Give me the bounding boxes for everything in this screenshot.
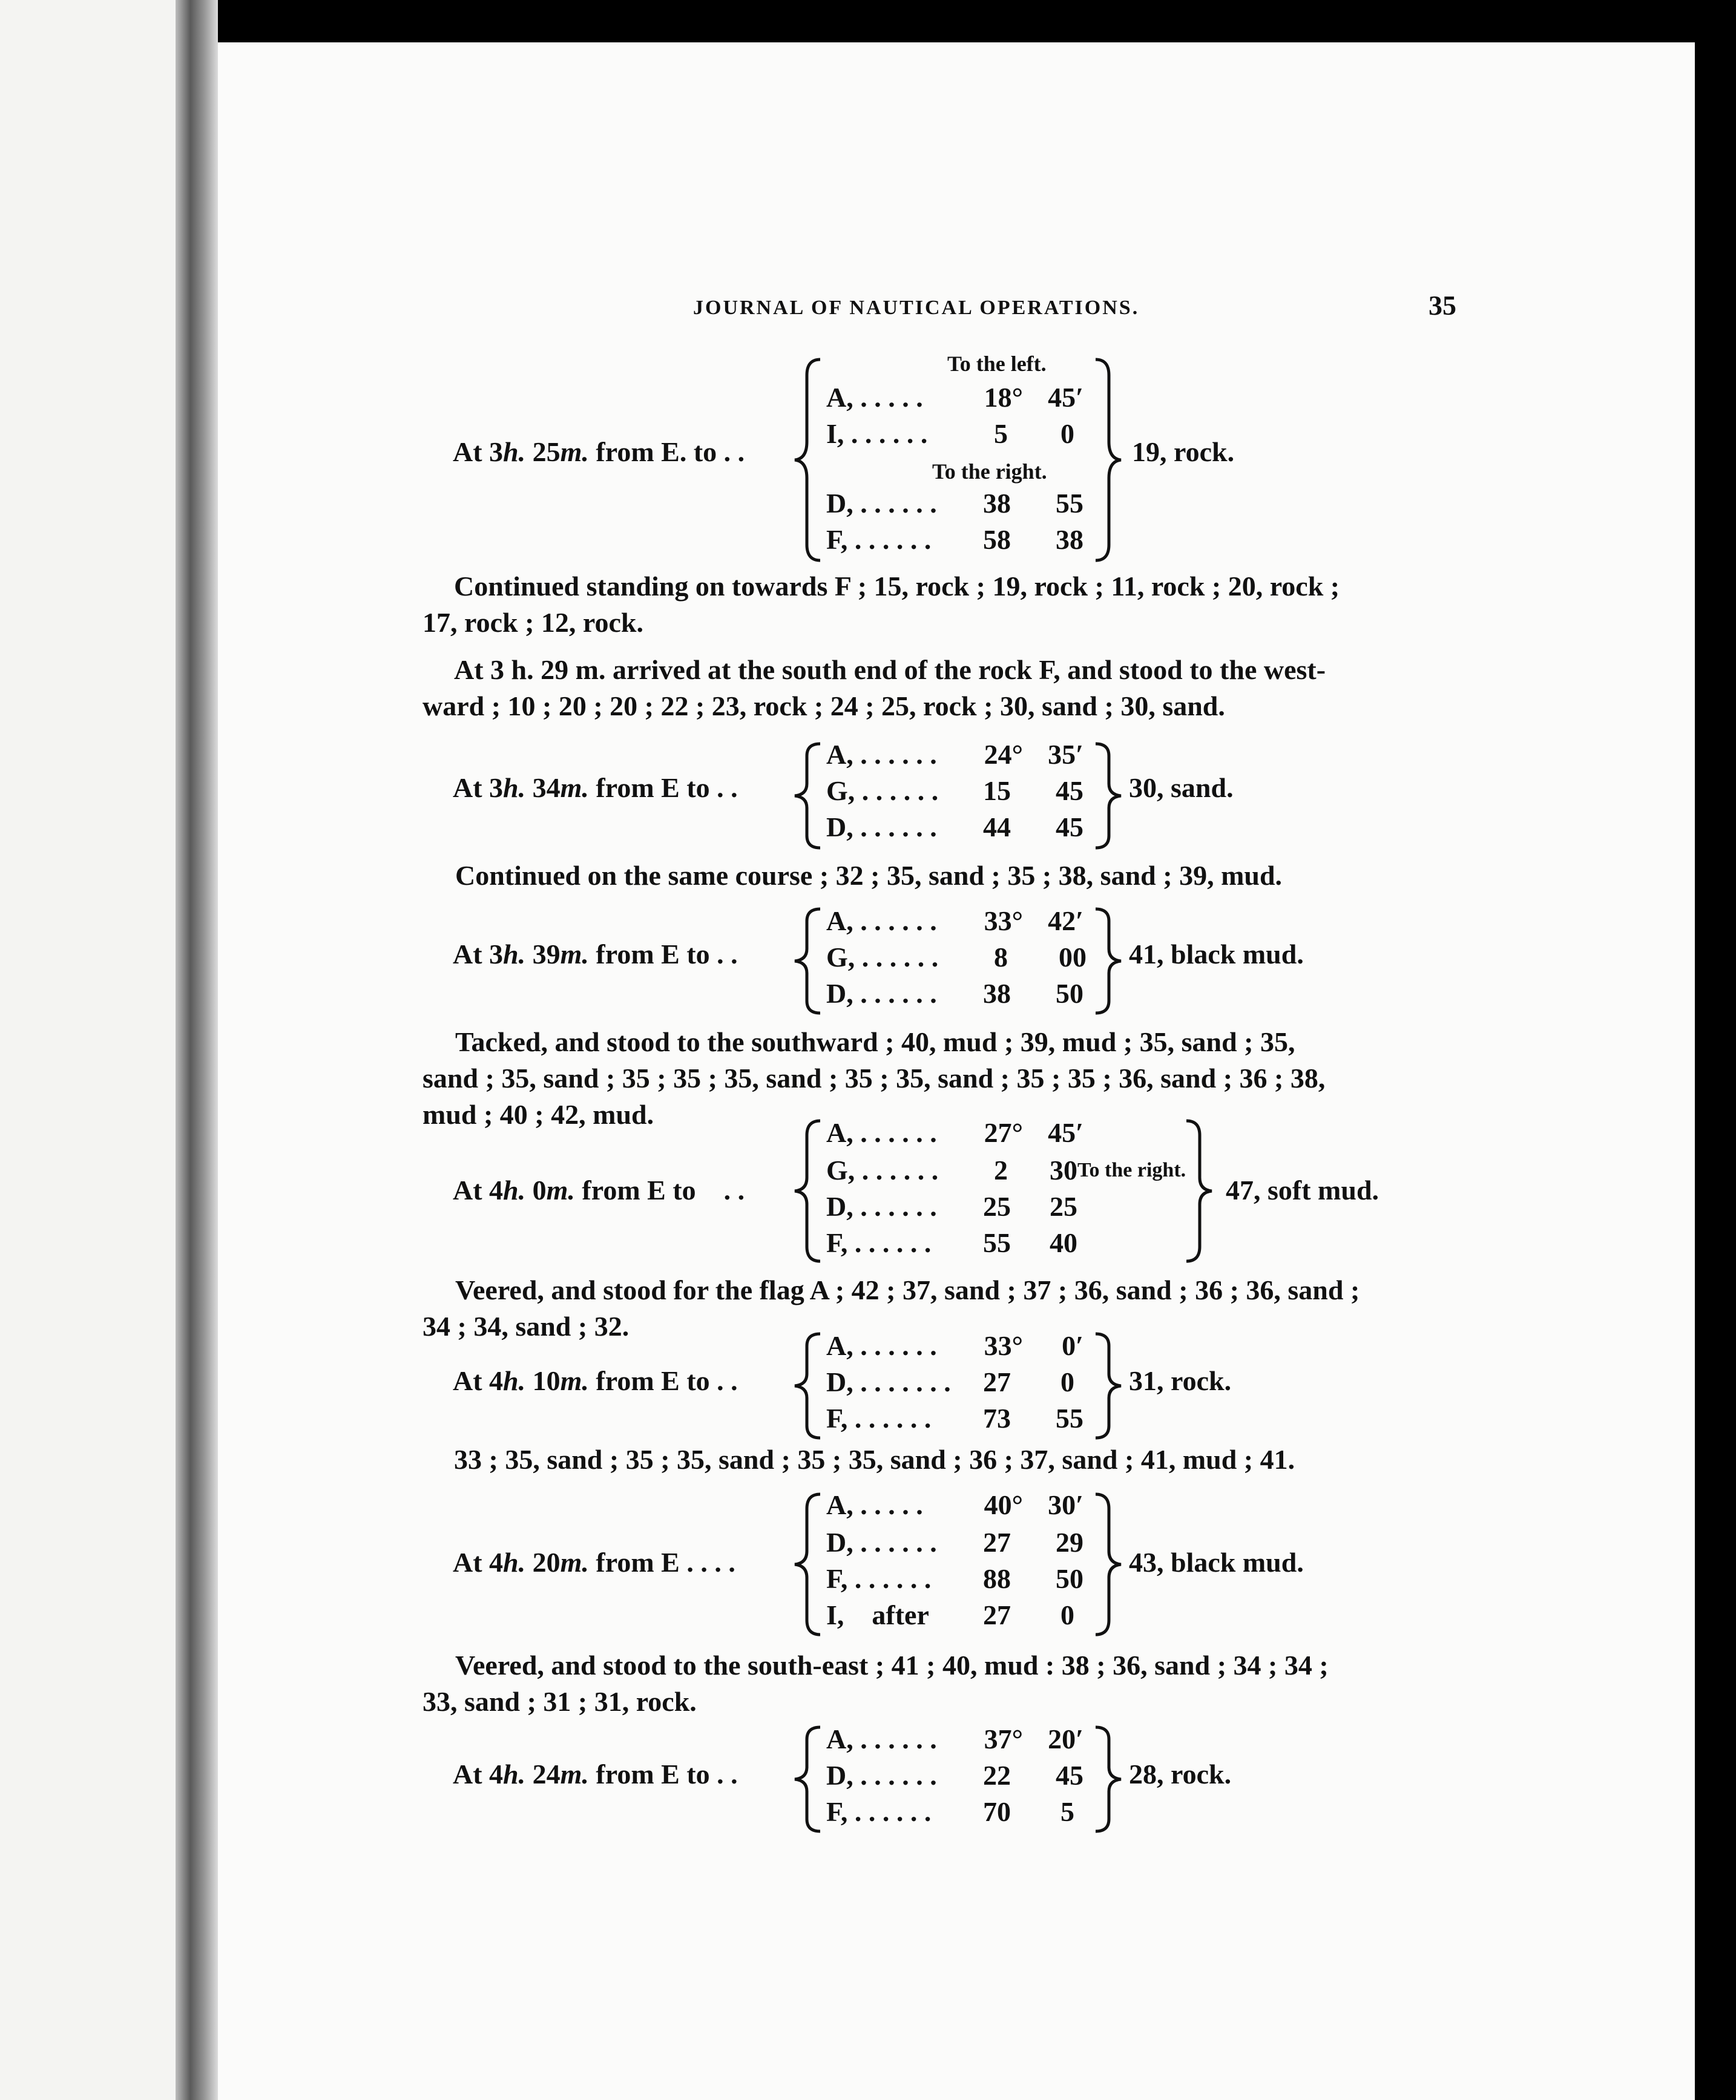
row-label: A, . . . . . .: [826, 1724, 937, 1754]
row-degrees: 27: [983, 1600, 1011, 1630]
note-to-the-left: To the left.: [947, 352, 1047, 376]
row-label: A, . . . . . .: [826, 739, 937, 770]
row-minutes: 45′: [1048, 382, 1083, 413]
row-label: D, . . . . . . .: [826, 1367, 951, 1397]
row-minutes: 40: [1050, 1227, 1077, 1258]
row-degrees: 24°: [984, 739, 1023, 770]
paragraph-line: Continued standing on towards F ; 15, rock ; 19, rock ; 11, rock ; 20, rock ;: [454, 571, 1340, 602]
row-minutes: 20′: [1048, 1724, 1083, 1754]
row-label: D, . . . . . .: [826, 1760, 937, 1791]
result-b6: 43, black mud.: [1129, 1547, 1304, 1578]
paragraph-line: Veered, and stood for the flag A ; 42 ; 37, sand ; 37 ; 36, sand ; 36 ; 36, sand ;: [455, 1275, 1360, 1305]
book-gutter: [176, 0, 218, 2100]
row-minutes: 45′: [1048, 1117, 1083, 1148]
row-degrees: 58: [983, 524, 1011, 555]
paragraph-line: Veered, and stood to the south-east ; 41 ; 40, mud : 38 ; 36, sand ; 34 ; 34 ;: [455, 1650, 1329, 1681]
row-label: F, . . . . . .: [826, 524, 932, 555]
row-degrees: 38: [983, 488, 1011, 519]
row-label: A, . . . . .: [826, 1489, 923, 1520]
row-label: D, . . . . . .: [826, 1527, 937, 1558]
left-brace: [790, 741, 826, 850]
row-label: G, . . . . . .: [826, 942, 939, 973]
observation-b6-label: At 4h. 20m. from E . . . .: [453, 1547, 735, 1578]
paragraph-line: 33 ; 35, sand ; 35 ; 35, sand ; 35 ; 35, sand ; 36 ; 37, sand ; 41, mud ; 41.: [454, 1444, 1295, 1475]
right-brace: [1090, 357, 1126, 563]
row-label: I, . . . . . .: [826, 418, 928, 449]
observation-b1-label: At 3h. 25m. from E. to . .: [453, 436, 745, 467]
left-brace: [790, 907, 826, 1016]
paragraph-line: 34 ; 34, sand ; 32.: [422, 1311, 630, 1342]
result-b2: 30, sand.: [1129, 772, 1234, 803]
row-minutes: 25: [1050, 1191, 1077, 1222]
right-brace: [1090, 1725, 1126, 1834]
row-minutes: 29: [1056, 1527, 1083, 1558]
observation-b4-label: At 4h. 0m. from E to . .: [453, 1175, 745, 1206]
left-brace: [790, 1331, 826, 1440]
row-minutes: 30: [1050, 1155, 1077, 1186]
row-degrees: 44: [983, 812, 1011, 842]
paragraph-line: mud ; 40 ; 42, mud.: [422, 1099, 654, 1130]
row-label: G, . . . . . .: [826, 775, 939, 806]
paragraph-line: ward ; 10 ; 20 ; 20 ; 22 ; 23, rock ; 24 ; 25, rock ; 30, sand ; 30, sand.: [422, 691, 1225, 721]
row-degrees: 73: [983, 1403, 1011, 1434]
paragraph-line: 33, sand ; 31 ; 31, rock.: [422, 1686, 697, 1717]
row-minutes: 0′: [1062, 1330, 1083, 1361]
row-label: A, . . . . . .: [826, 905, 937, 936]
paragraph-line: sand ; 35, sand ; 35 ; 35 ; 35, sand ; 35 ; 35, sand ; 35 ; 35 ; 36, sand ; 36 ; 38,: [422, 1063, 1326, 1094]
row-minutes: 55: [1056, 1403, 1083, 1434]
row-label: I, after: [826, 1600, 929, 1630]
row-minutes: 0: [1060, 1367, 1074, 1397]
result-b5: 31, rock.: [1129, 1365, 1232, 1396]
row-minutes: 45: [1056, 812, 1083, 842]
observation-b2-label: At 3h. 34m. from E to . .: [453, 772, 738, 803]
row-label: D, . . . . . .: [826, 978, 937, 1009]
row-label: D, . . . . . .: [826, 488, 937, 519]
right-brace: [1090, 741, 1126, 850]
observation-b3-label: At 3h. 39m. from E to . .: [453, 939, 738, 970]
row-degrees: 5: [994, 418, 1008, 449]
row-minutes: 5: [1060, 1796, 1074, 1827]
result-b7: 28, rock.: [1129, 1759, 1232, 1790]
row-degrees: 27: [983, 1527, 1011, 1558]
row-degrees: 27: [983, 1367, 1011, 1397]
running-header: JOURNAL OF NAUTICAL OPERATIONS.: [693, 297, 1140, 319]
row-degrees: 25: [983, 1191, 1011, 1222]
paragraph-line: Tacked, and stood to the southward ; 40, mud ; 39, mud ; 35, sand ; 35,: [455, 1026, 1295, 1057]
left-brace: [790, 1725, 826, 1834]
row-degrees: 8: [994, 942, 1008, 973]
row-degrees: 15: [983, 775, 1011, 806]
note-to-the-right: To the right.: [932, 459, 1047, 484]
note-to-the-right: To the right.: [1077, 1159, 1186, 1181]
row-degrees: 18°: [984, 382, 1023, 413]
row-minutes: 0: [1060, 1600, 1074, 1630]
paragraph-line: Continued on the same course ; 32 ; 35, sand ; 35 ; 38, sand ; 39, mud.: [455, 860, 1283, 891]
right-brace: [1090, 1492, 1126, 1637]
row-minutes: 35′: [1048, 739, 1083, 770]
row-minutes: 30′: [1048, 1489, 1083, 1520]
row-minutes: 50: [1056, 978, 1083, 1009]
row-label: F, . . . . . .: [826, 1227, 932, 1258]
book-page: [218, 42, 1695, 2100]
row-minutes: 0: [1060, 418, 1074, 449]
observation-b5-label: At 4h. 10m. from E to . .: [453, 1365, 738, 1396]
row-label: A, . . . . .: [826, 382, 923, 413]
row-minutes: 45: [1056, 1760, 1083, 1791]
row-degrees: 70: [983, 1796, 1011, 1827]
row-degrees: 55: [983, 1227, 1011, 1258]
row-label: D, . . . . . .: [826, 1191, 937, 1222]
row-minutes: 45: [1056, 775, 1083, 806]
row-degrees: 37°: [984, 1724, 1023, 1754]
result-b1: 19, rock.: [1132, 436, 1235, 467]
row-degrees: 33°: [984, 1330, 1023, 1361]
facing-page-edge: [0, 0, 176, 2100]
row-degrees: 27°: [984, 1117, 1023, 1148]
result-b3: 41, black mud.: [1129, 939, 1304, 970]
row-minutes: 42′: [1048, 905, 1083, 936]
right-brace: [1090, 907, 1126, 1016]
row-degrees: 33°: [984, 905, 1023, 936]
row-minutes: 38: [1056, 524, 1083, 555]
result-b4: 47, soft mud.: [1226, 1175, 1379, 1206]
left-brace: [790, 1492, 826, 1637]
row-label: F, . . . . . .: [826, 1403, 932, 1434]
right-brace: [1180, 1118, 1217, 1264]
row-degrees: 40°: [984, 1489, 1023, 1520]
row-degrees: 38: [983, 978, 1011, 1009]
paragraph-line: 17, rock ; 12, rock.: [422, 607, 643, 638]
right-brace: [1090, 1331, 1126, 1440]
row-minutes: 55: [1056, 488, 1083, 519]
observation-b7-label: At 4h. 24m. from E to . .: [453, 1759, 738, 1790]
row-label: F, . . . . . .: [826, 1796, 932, 1827]
row-degrees: 2: [994, 1155, 1008, 1186]
row-minutes: 50: [1056, 1563, 1083, 1594]
left-brace: [790, 1118, 826, 1264]
row-degrees: 22: [983, 1760, 1011, 1791]
row-label: G, . . . . . .: [826, 1155, 939, 1186]
row-label: F, . . . . . .: [826, 1563, 932, 1594]
row-label: A, . . . . . .: [826, 1117, 937, 1148]
row-minutes: 00: [1059, 942, 1087, 973]
row-degrees: 88: [983, 1563, 1011, 1594]
row-label: A, . . . . . .: [826, 1330, 937, 1361]
row-label: D, . . . . . .: [826, 812, 937, 842]
left-brace: [790, 357, 826, 563]
paragraph-line: At 3 h. 29 m. arrived at the south end of the rock F, and stood to the west-: [454, 654, 1326, 685]
page-number: 35: [1429, 290, 1456, 321]
